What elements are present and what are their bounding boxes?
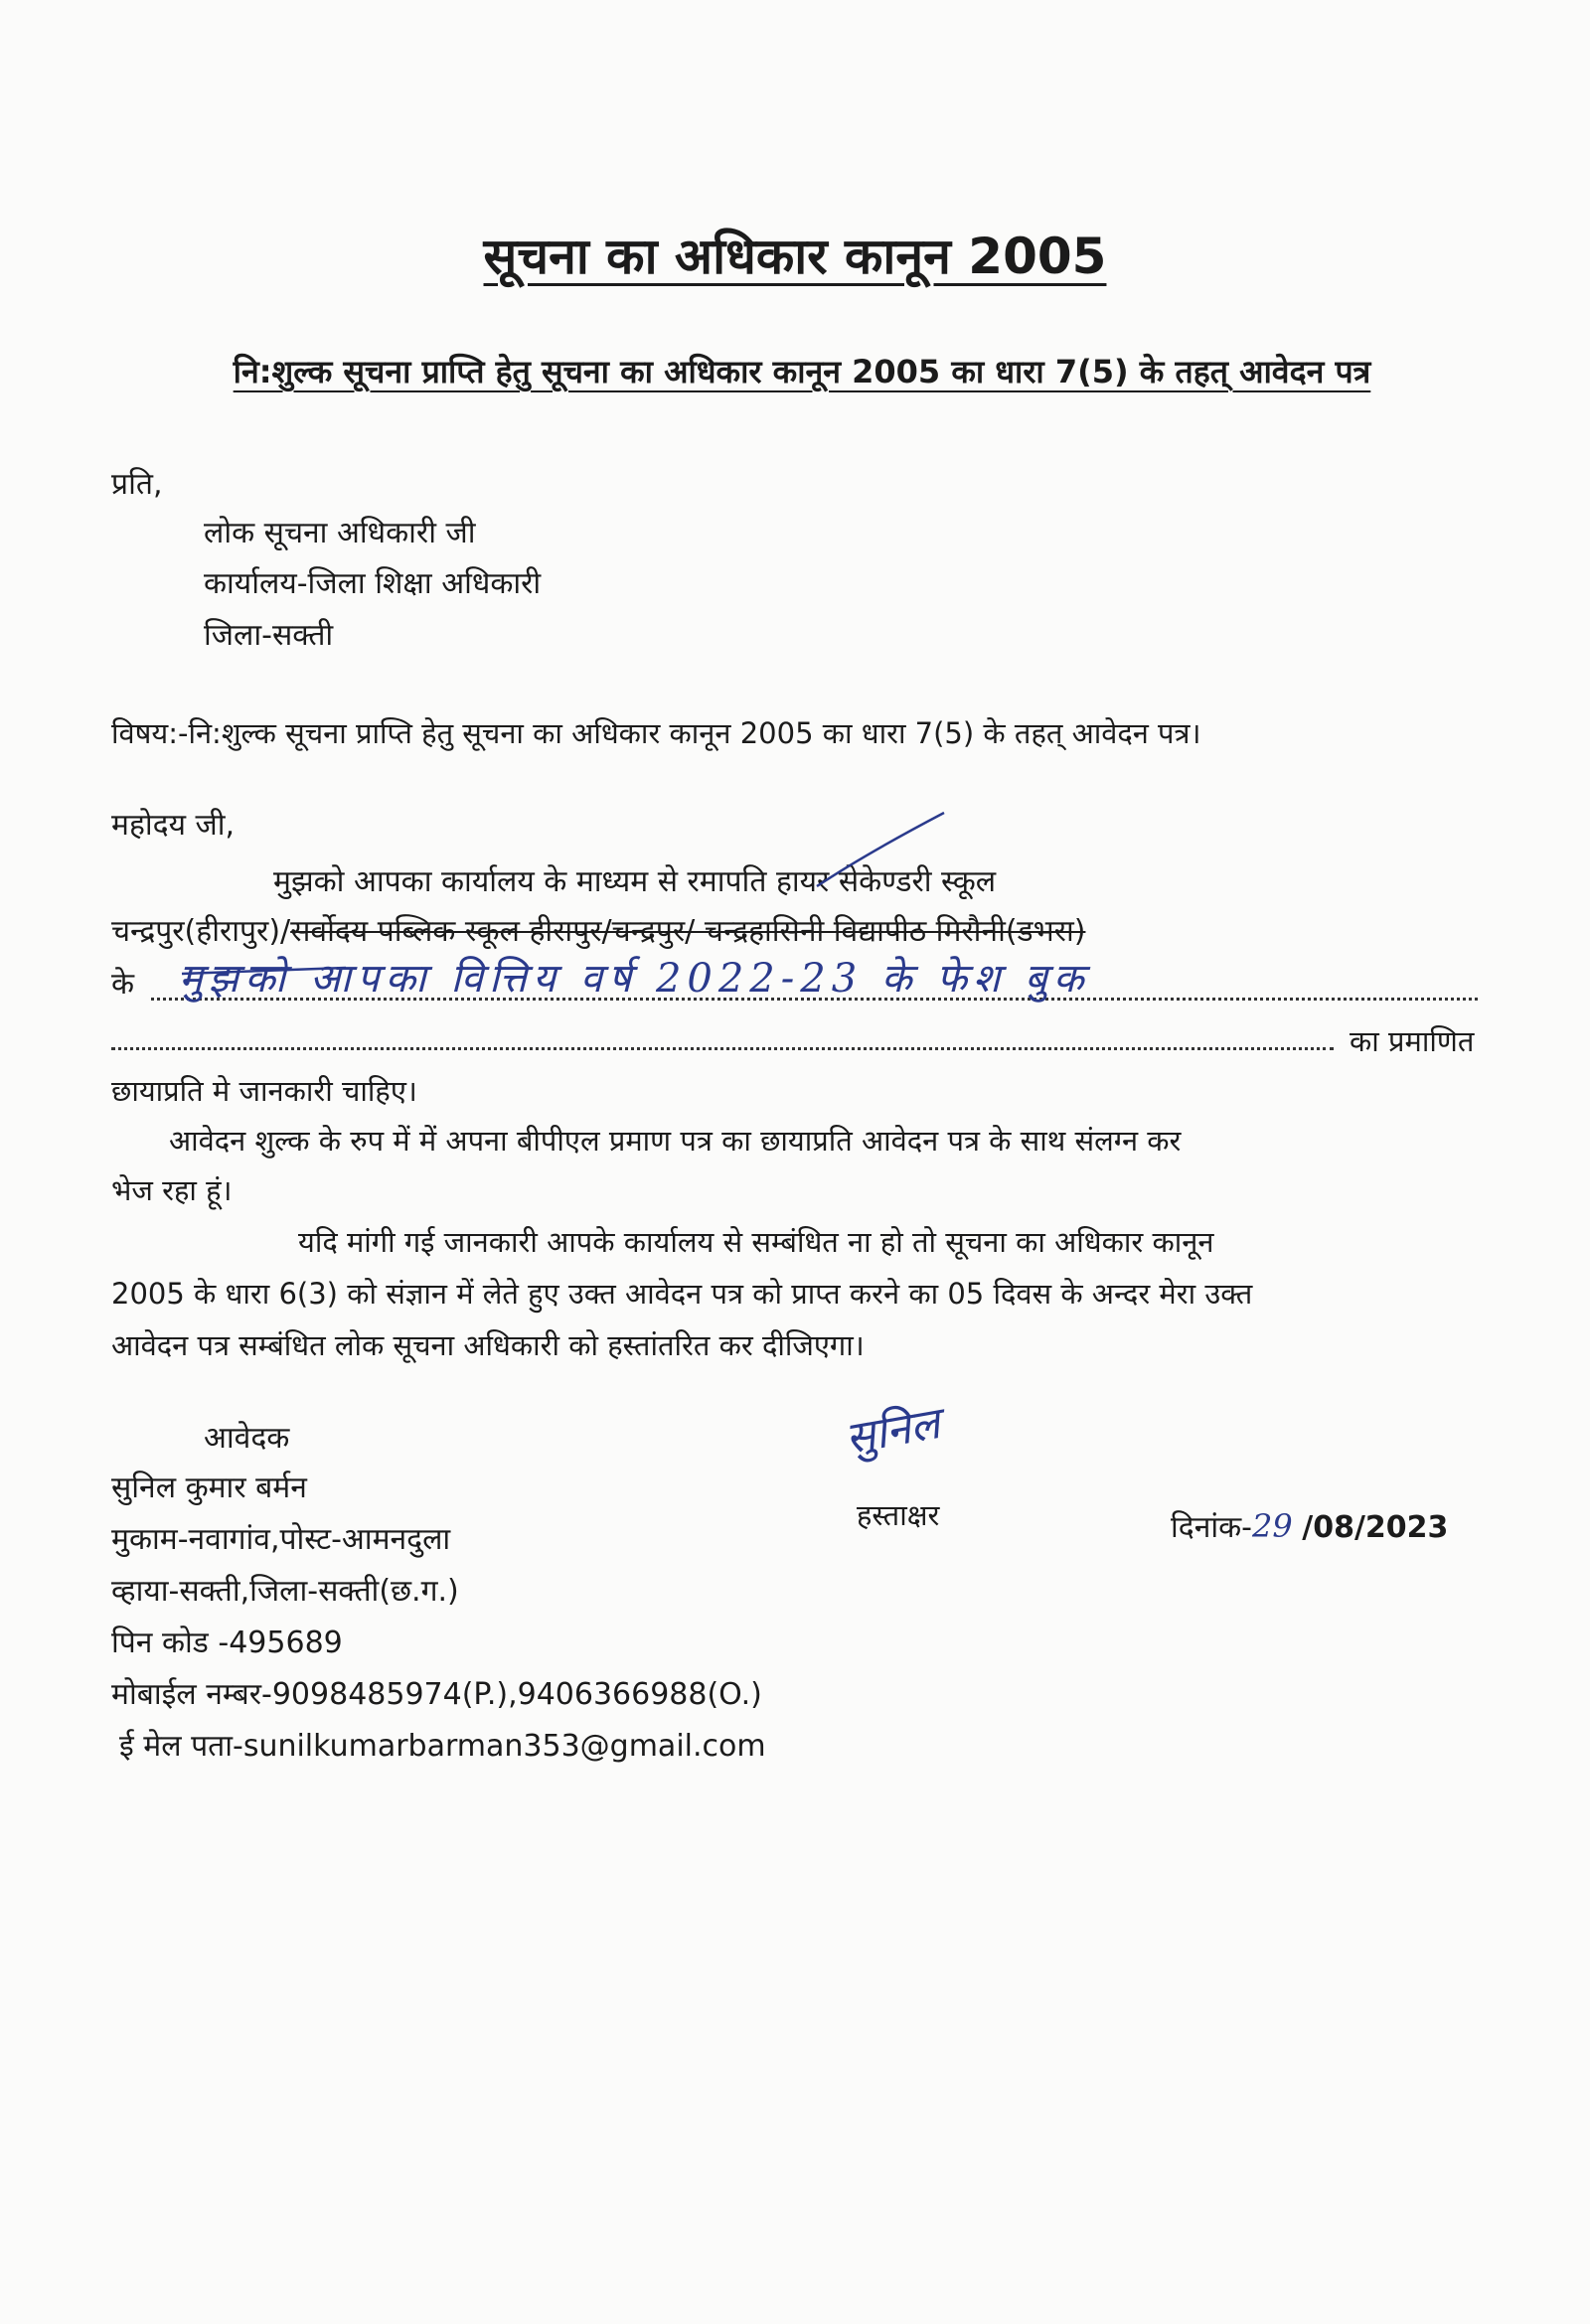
para1-line3-prefix: के	[111, 967, 135, 1002]
signature-label: हस्ताक्षर	[857, 1498, 940, 1532]
applicant-address2: व्हाया-सक्ती,जिला-सक्ती(छ.ग.)	[111, 1574, 459, 1609]
address-to: प्रति,	[111, 467, 163, 502]
para1-line1: मुझको आपका कार्यालय के माध्यम से रमापति हायर सेकेण्डरी स्कूल	[273, 864, 997, 899]
para2-line1: आवेदन शुल्क के रुप में में अपना बीपीएल प्रमाण पत्र का छायाप्रति आवेदन पत्र के साथ संलग्न कर	[169, 1124, 1182, 1158]
handwritten-correction-mark	[805, 805, 954, 894]
para1-line5: छायाप्रति मे जानकारी चाहिए।	[111, 1074, 417, 1108]
para2-line2: भेज रहा हूं।	[111, 1173, 233, 1207]
para3-line3: आवेदन पत्र सम्बंधित लोक सूचना अधिकारी को हस्तांतरित कर दीजिएगा।	[111, 1328, 865, 1362]
date-day-handwritten: 29	[1252, 1507, 1293, 1545]
date-month-year: /08/2023	[1302, 1510, 1449, 1545]
handwritten-fill-text: मुझको आपका वित्तिय वर्ष 2022-23 के फेश बुक	[179, 956, 1090, 1002]
page-subtitle: नि:शुल्क सूचना प्राप्ति हेतु सूचना का अधिकार कानून 2005 का धारा 7(5) के तहत् आवेदन पत्र	[233, 353, 1371, 390]
struck-out-schools: सर्वोदय पब्लिक स्कूल हीरापुर/चन्द्रपुर/ चन्द्रहासिनी विद्यापीठ मिरौनी(डभरा)	[290, 914, 1086, 949]
fill-in-dotted-line-2	[111, 1047, 1334, 1050]
address-line-office: कार्यालय-जिला शिक्षा अधिकारी	[204, 566, 542, 601]
para3-line1: यदि मांगी गई जानकारी आपके कार्यालय से सम्बंधित ना हो तो सूचना का अधिकार कानून	[298, 1225, 1214, 1259]
para1-line2	[111, 909, 1085, 950]
date-label: दिनांक-	[1171, 1510, 1252, 1545]
applicant-pincode: पिन कोड -495689	[111, 1626, 343, 1660]
address-line-officer: लोक सूचना अधिकारी जी	[204, 516, 476, 550]
para3-line2: 2005 के धारा 6(3) को संज्ञान में लेते हुए उक्त आवेदन पत्र को प्राप्त करने का 05 दिवस के अन्दर मेरा उक्त	[111, 1277, 1253, 1311]
page-title: सूचना का अधिकार कानून 2005	[483, 228, 1107, 285]
applicant-email: ई मेल पता-sunilkumarbarman353@gmail.com	[119, 1729, 766, 1764]
para1-line4-suffix: का प्रमाणित	[1350, 1024, 1475, 1058]
handwritten-strike-mark	[177, 956, 356, 986]
salutation: महोदय जी,	[111, 808, 236, 843]
subject-line: विषय:-नि:शुल्क सूचना प्राप्ति हेतु सूचना का अधिकार कानून 2005 का धारा 7(5) के तहत् आवेदन पत्र।	[111, 716, 1201, 750]
date-line	[1171, 1505, 1448, 1546]
applicant-mobile: मोबाईल नम्बर-9098485974(P.),9406366988(O.)	[111, 1677, 762, 1712]
address-line-district: जिला-सक्ती	[204, 618, 334, 653]
applicant-heading: आवेदक	[204, 1421, 290, 1456]
school-name-suffix: चन्द्रपुर(हीरापुर)/	[111, 914, 291, 949]
applicant-name: सुनिल कुमार बर्मन	[111, 1471, 307, 1505]
handwritten-signature: सुनिल	[841, 1398, 944, 1465]
applicant-address1: मुकाम-नवागांव,पोस्ट-आमनदुला	[111, 1522, 451, 1557]
